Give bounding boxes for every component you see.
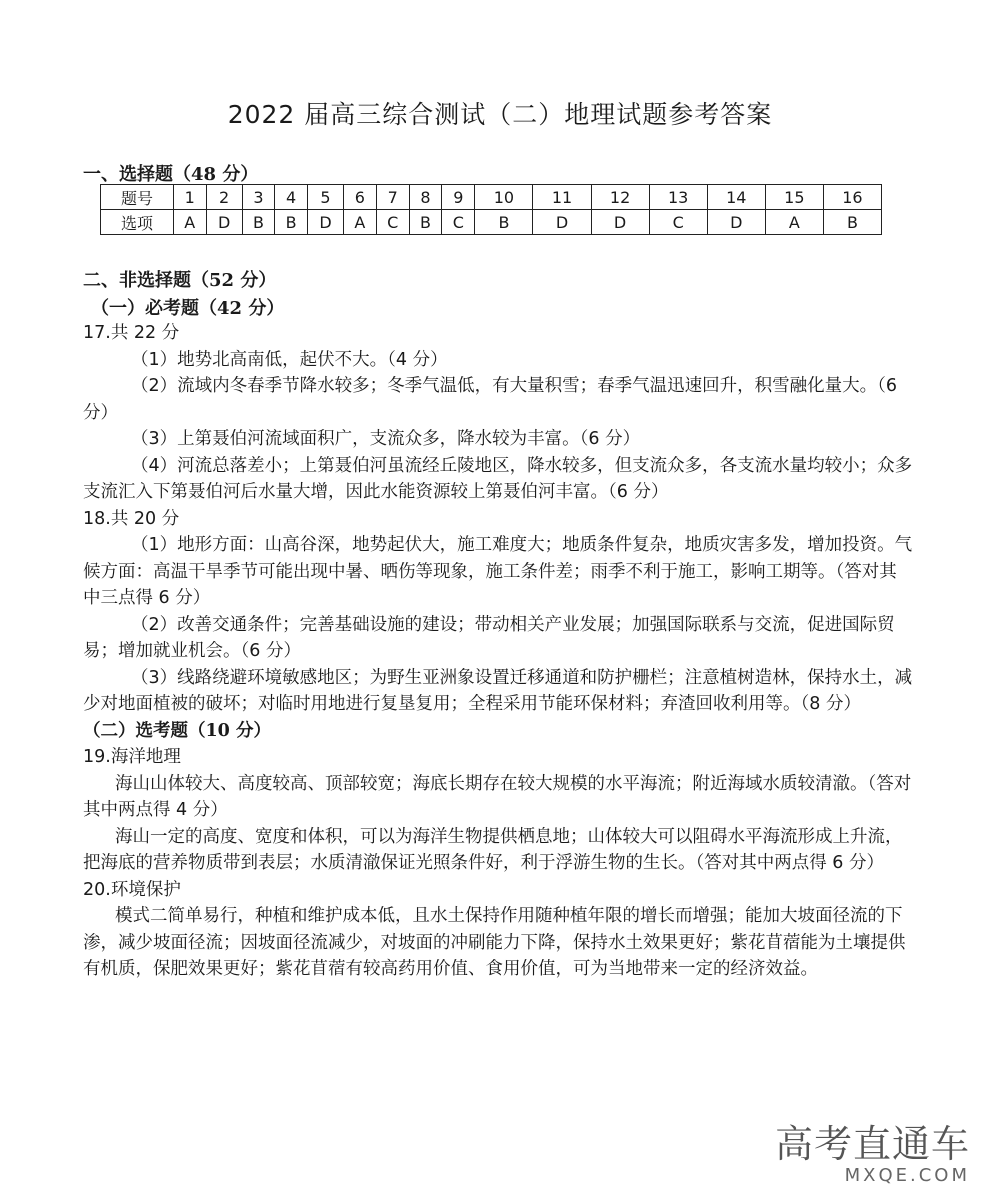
table-row-answers <box>101 210 882 235</box>
q17-part1: （1）地势北高南低，起伏不大。（4 分） <box>131 349 448 370</box>
q20-part1: 模式二简单易行，种植和维护成本低，且水土保持作用随种植年限的增长而增强；能加大坡面径流的下渗，减少坡面径流；因坡面径流减少，对坡面的冲刷能力下降，保持水土效果更好；紫花苜蓿能为土壤提供有机质，保肥效果更好；紫花苜蓿有较高药用价值、食用价值，可为当地带来一定的经济效益。 <box>83 906 906 979</box>
table-cell: C <box>649 210 707 235</box>
section-choice-heading: 一、选择题（48 分） <box>83 164 259 185</box>
table-cell: 15 <box>765 185 823 210</box>
table-cell: D <box>591 210 649 235</box>
table-cell: D <box>707 210 765 235</box>
subsection-required-heading: （一）必考题（42 分） <box>91 298 285 319</box>
table-cell: D <box>307 210 343 235</box>
q17-part3: （3）上第聂伯河流域面积广，支流众多，降水较为丰富。（6 分） <box>131 429 641 449</box>
table-cell: 10 <box>475 185 533 210</box>
q18-part2: （2）改善交通条件；完善基础设施的建设；带动相关产业发展；加强国际联系与交流，促进国际贸易；增加就业机会。（6 分） <box>83 614 895 661</box>
table-cell: B <box>242 210 275 235</box>
table-row-label: 选项 <box>101 210 174 235</box>
table-cell: 12 <box>591 185 649 210</box>
table-cell: C <box>376 210 409 235</box>
table-cell: A <box>344 210 377 235</box>
table-cell: 13 <box>649 185 707 210</box>
table-cell: 16 <box>823 185 881 210</box>
q20-heading: 20.环境保护 <box>83 879 181 900</box>
table-cell: D <box>206 210 242 235</box>
table-cell: B <box>409 210 442 235</box>
table-cell: 6 <box>344 185 377 210</box>
q17-heading: 17.共 22 分 <box>83 323 180 343</box>
q18-heading: 18.共 20 分 <box>83 508 180 529</box>
table-cell: B <box>823 210 881 235</box>
table-cell: A <box>765 210 823 235</box>
subsection-elective-heading: （二）选考题（10 分） <box>83 720 271 741</box>
q19-heading: 19.海洋地理 <box>83 747 181 767</box>
table-cell: 3 <box>242 185 275 210</box>
table-cell: 7 <box>376 185 409 210</box>
table-cell: B <box>475 210 533 235</box>
table-cell: 9 <box>442 185 475 210</box>
watermark-logo: 高考直通车 <box>774 1122 970 1166</box>
answer-table <box>100 184 882 235</box>
table-cell: 8 <box>409 185 442 210</box>
section-nonchoice-heading: 二、非选择题（52 分） <box>83 270 277 291</box>
table-cell: 11 <box>533 185 591 210</box>
watermark-url: MXQE.COM <box>844 1165 970 1186</box>
q17-part4: （4）河流总落差小；上第聂伯河虽流经丘陵地区，降水较多，但支流众多，各支流水量均较小；众多支流汇入下第聂伯河后水量大增，因此水能资源较上第聂伯河丰富。（6 分） <box>83 455 913 502</box>
q19-part1: 海山山体较大、高度较高、顶部较宽；海底长期存在较大规模的水平海流；附近海域水质较清澈。（答对其中两点得 4 分） <box>83 773 912 820</box>
table-cell: 2 <box>206 185 242 210</box>
q19-part2: 海山一定的高度、宽度和体积，可以为海洋生物提供栖息地；山体较大可以阻碍水平海流形成上升流，把海底的营养物质带到表层；水质清澈保证光照条件好，利于浮游生物的生长。（答对其中两点得 6 分） <box>83 826 903 873</box>
q18-part1: （1）地形方面：山高谷深，地势起伏大，施工难度大；地质条件复杂，地质灾害多发，增加投资。气候方面：高温干旱季节可能出现中暑、晒伤等现象，施工条件差；雨季不利于施工，影响工期等。（答对其中三点得 6 分） <box>83 535 913 608</box>
table-cell: B <box>275 210 308 235</box>
table-cell: 4 <box>275 185 308 210</box>
table-cell: D <box>533 210 591 235</box>
table-row-label: 题号 <box>101 185 174 210</box>
table-cell: 14 <box>707 185 765 210</box>
q18-part3: （3）线路绕避环境敏感地区；为野生亚洲象设置迁移通道和防护栅栏；注意植树造林，保持水土，减少对地面植被的破坏；对临时用地进行复垦复用；全程采用节能环保材料；弃渣回收利用等。（8 分） <box>83 667 913 714</box>
table-cell: 5 <box>307 185 343 210</box>
table-row-numbers <box>101 185 882 210</box>
table-cell: C <box>442 210 475 235</box>
table-cell: 1 <box>174 185 207 210</box>
page-title: 2022 届高三综合测试（二）地理试题参考答案 <box>227 100 773 129</box>
table-cell: A <box>174 210 207 235</box>
answer-body <box>83 320 913 983</box>
q17-part2: （2）流域内冬春季节降水较多；冬季气温低，有大量积雪；春季气温迅速回升，积雪融化量大。（6 分） <box>83 376 898 423</box>
